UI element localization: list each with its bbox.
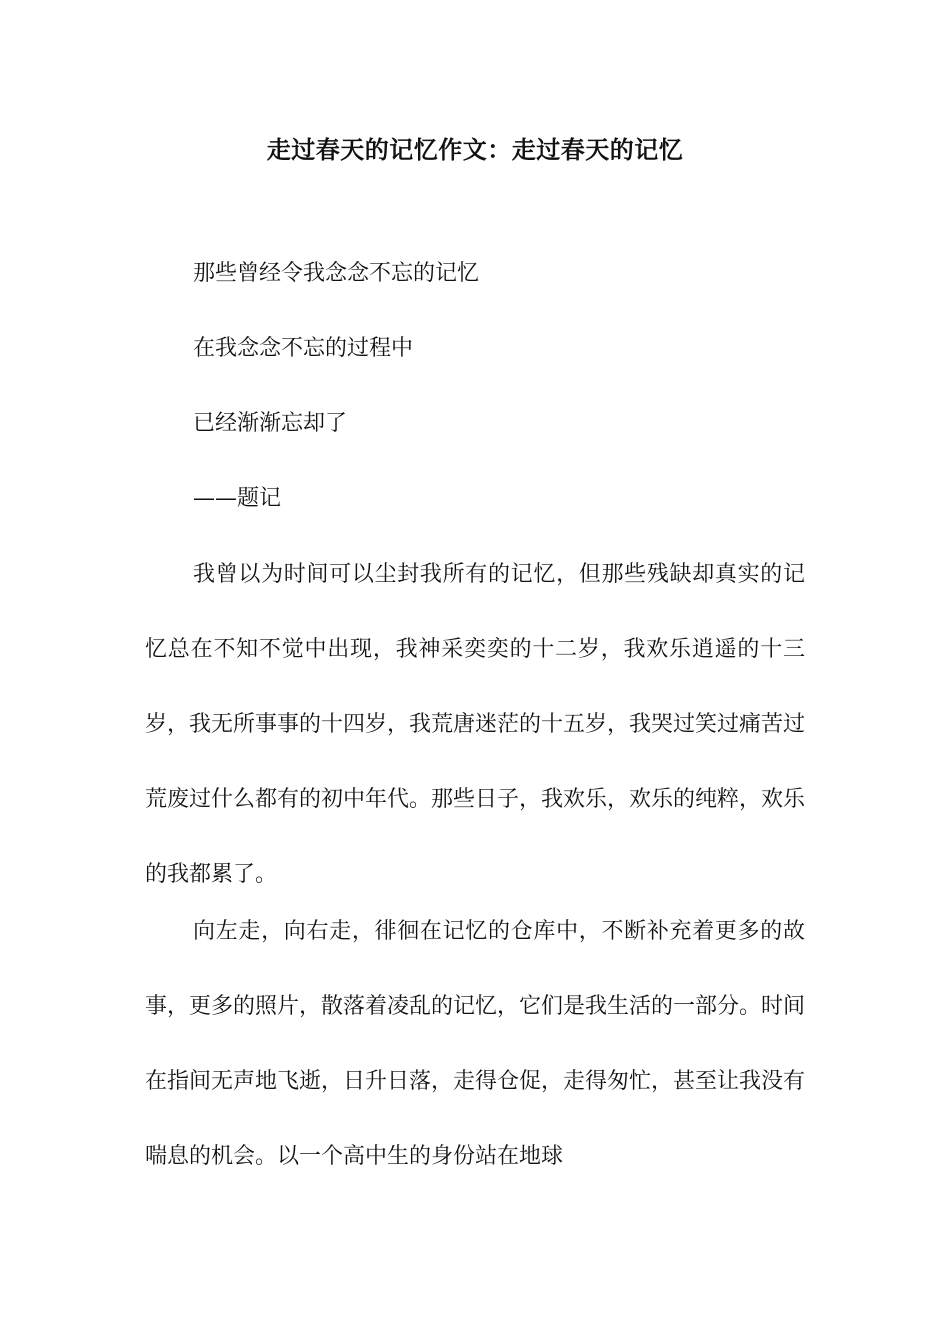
document-body [145,255,805,1194]
epigraph-line: 在我念念不忘的过程中 [193,336,414,361]
epigraph-line: 那些曾经令我念念不忘的记忆 [193,261,480,286]
body-paragraph: 向左走，向右走，徘徊在记忆的仓库中，不断补充着更多的故事，更多的照片，散落着凌乱的记忆，它们是我生活的一部分。时间在指间无声地飞逝，日升日落，走得仓促，走得匆忙，甚至让我没有喘息的机会。以一个高中生的身份站在地球 [145,919,806,1169]
document-title: 走过春天的记忆作文：走过春天的记忆 [266,135,684,164]
epigraph-attribution: ——题记 [193,486,282,511]
epigraph-line: 已经渐渐忘却了 [193,411,348,436]
body-paragraph: 我曾以为时间可以尘封我所有的记忆，但那些残缺却真实的记忆总在不知不觉中出现，我神采奕奕的十二岁，我欢乐逍遥的十三岁，我无所事事的十四岁，我荒唐迷茫的十五岁，我哭过笑过痛苦过荒废过什么都有的初中年代。那些日子，我欢乐，欢乐的纯粹，欢乐的我都累了。 [145,562,806,887]
